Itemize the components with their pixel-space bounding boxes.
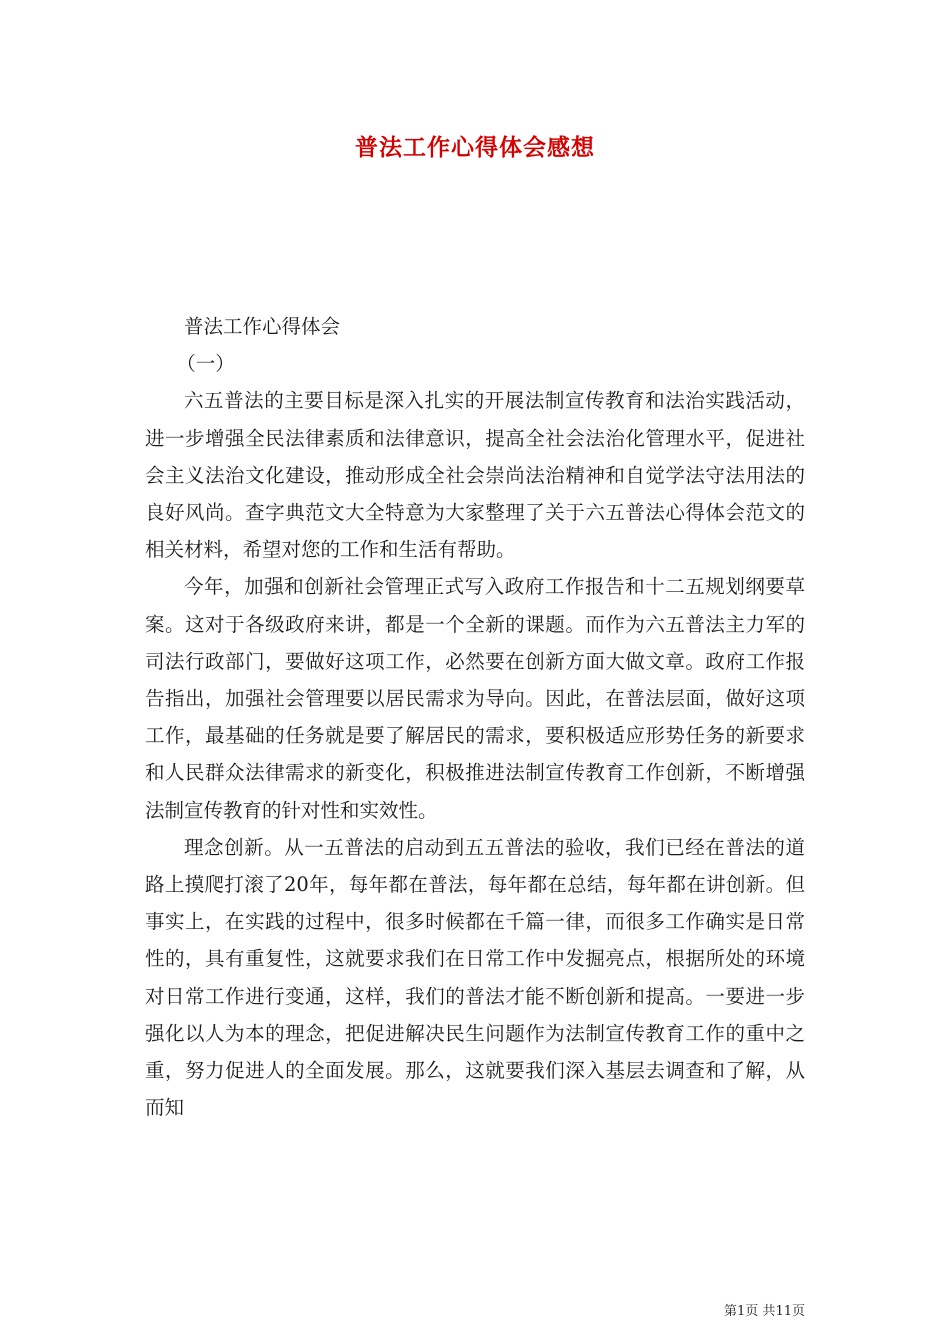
body-paragraph-1: 六五普法的主要目标是深入扎实的开展法制宣传教育和法治实践活动，进一步增强全民法律素质和法律意识，提高全社会法治化管理水平，促进社会主义法治文化建设，推动形成全社会崇尚法治精神和自觉学法守法用法的良好风尚。查字典范文大全特意为大家整理了关于六五普法心得体会范文的相关材料，希望对您的工作和生活有帮助。 xyxy=(145,389,805,562)
footer-suffix: 页 xyxy=(791,1304,805,1319)
body-paragraph-2: 今年，加强和创新社会管理正式写入政府工作报告和十二五规划纲要草案。这对于各级政府来讲，都是一个全新的课题。而作为六五普法主力军的司法行政部门，要做好这项工作，必然要在创新方面大做文章。政府工作报告指出，加强社会管理要以居民需求为导向。因此，在普法层面，做好这项工作，最基础的任务就是要了解居民的需求，要积极适应形势任务的新要求和人民群众法律需求的新变化，积极推进法制宣传教育工作创新，不断增强法制宣传教育的针对性和实效性。 xyxy=(145,575,805,822)
footer-middle: 页 共 xyxy=(745,1304,776,1319)
footer-total-pages: 11 xyxy=(775,1304,792,1319)
document-title: 普法工作心得体会感想 xyxy=(355,134,595,161)
document-subtitle: 普法工作心得体会 xyxy=(184,315,341,338)
footer-prefix: 第 xyxy=(724,1304,738,1319)
section-number: （一） xyxy=(176,352,235,376)
document-body xyxy=(145,308,805,1126)
footer-current-page: 1 xyxy=(737,1304,746,1319)
page-number-footer xyxy=(724,1300,805,1319)
body-paragraph-3: 理念创新。从一五普法的启动到五五普法的验收，我们已经在普法的道路上摸爬打滚了20年，每年都在普法，每年都在总结，每年都在讲创新。但事实上，在实践的过程中，很多时候都在千篇一律，而很多工作确实是日常性的，具有重复性，这就要求我们在日常工作中发掘亮点，根据所处的环境对日常工作进行变通，这样，我们的普法才能不断创新和提高。一要进一步强化以人为本的理念，把促进解决民生问题作为法制宣传教育工作的重中之重，努力促进人的全面发展。那么，这就要我们深入基层去调查和了解，从而知 xyxy=(145,835,805,1120)
